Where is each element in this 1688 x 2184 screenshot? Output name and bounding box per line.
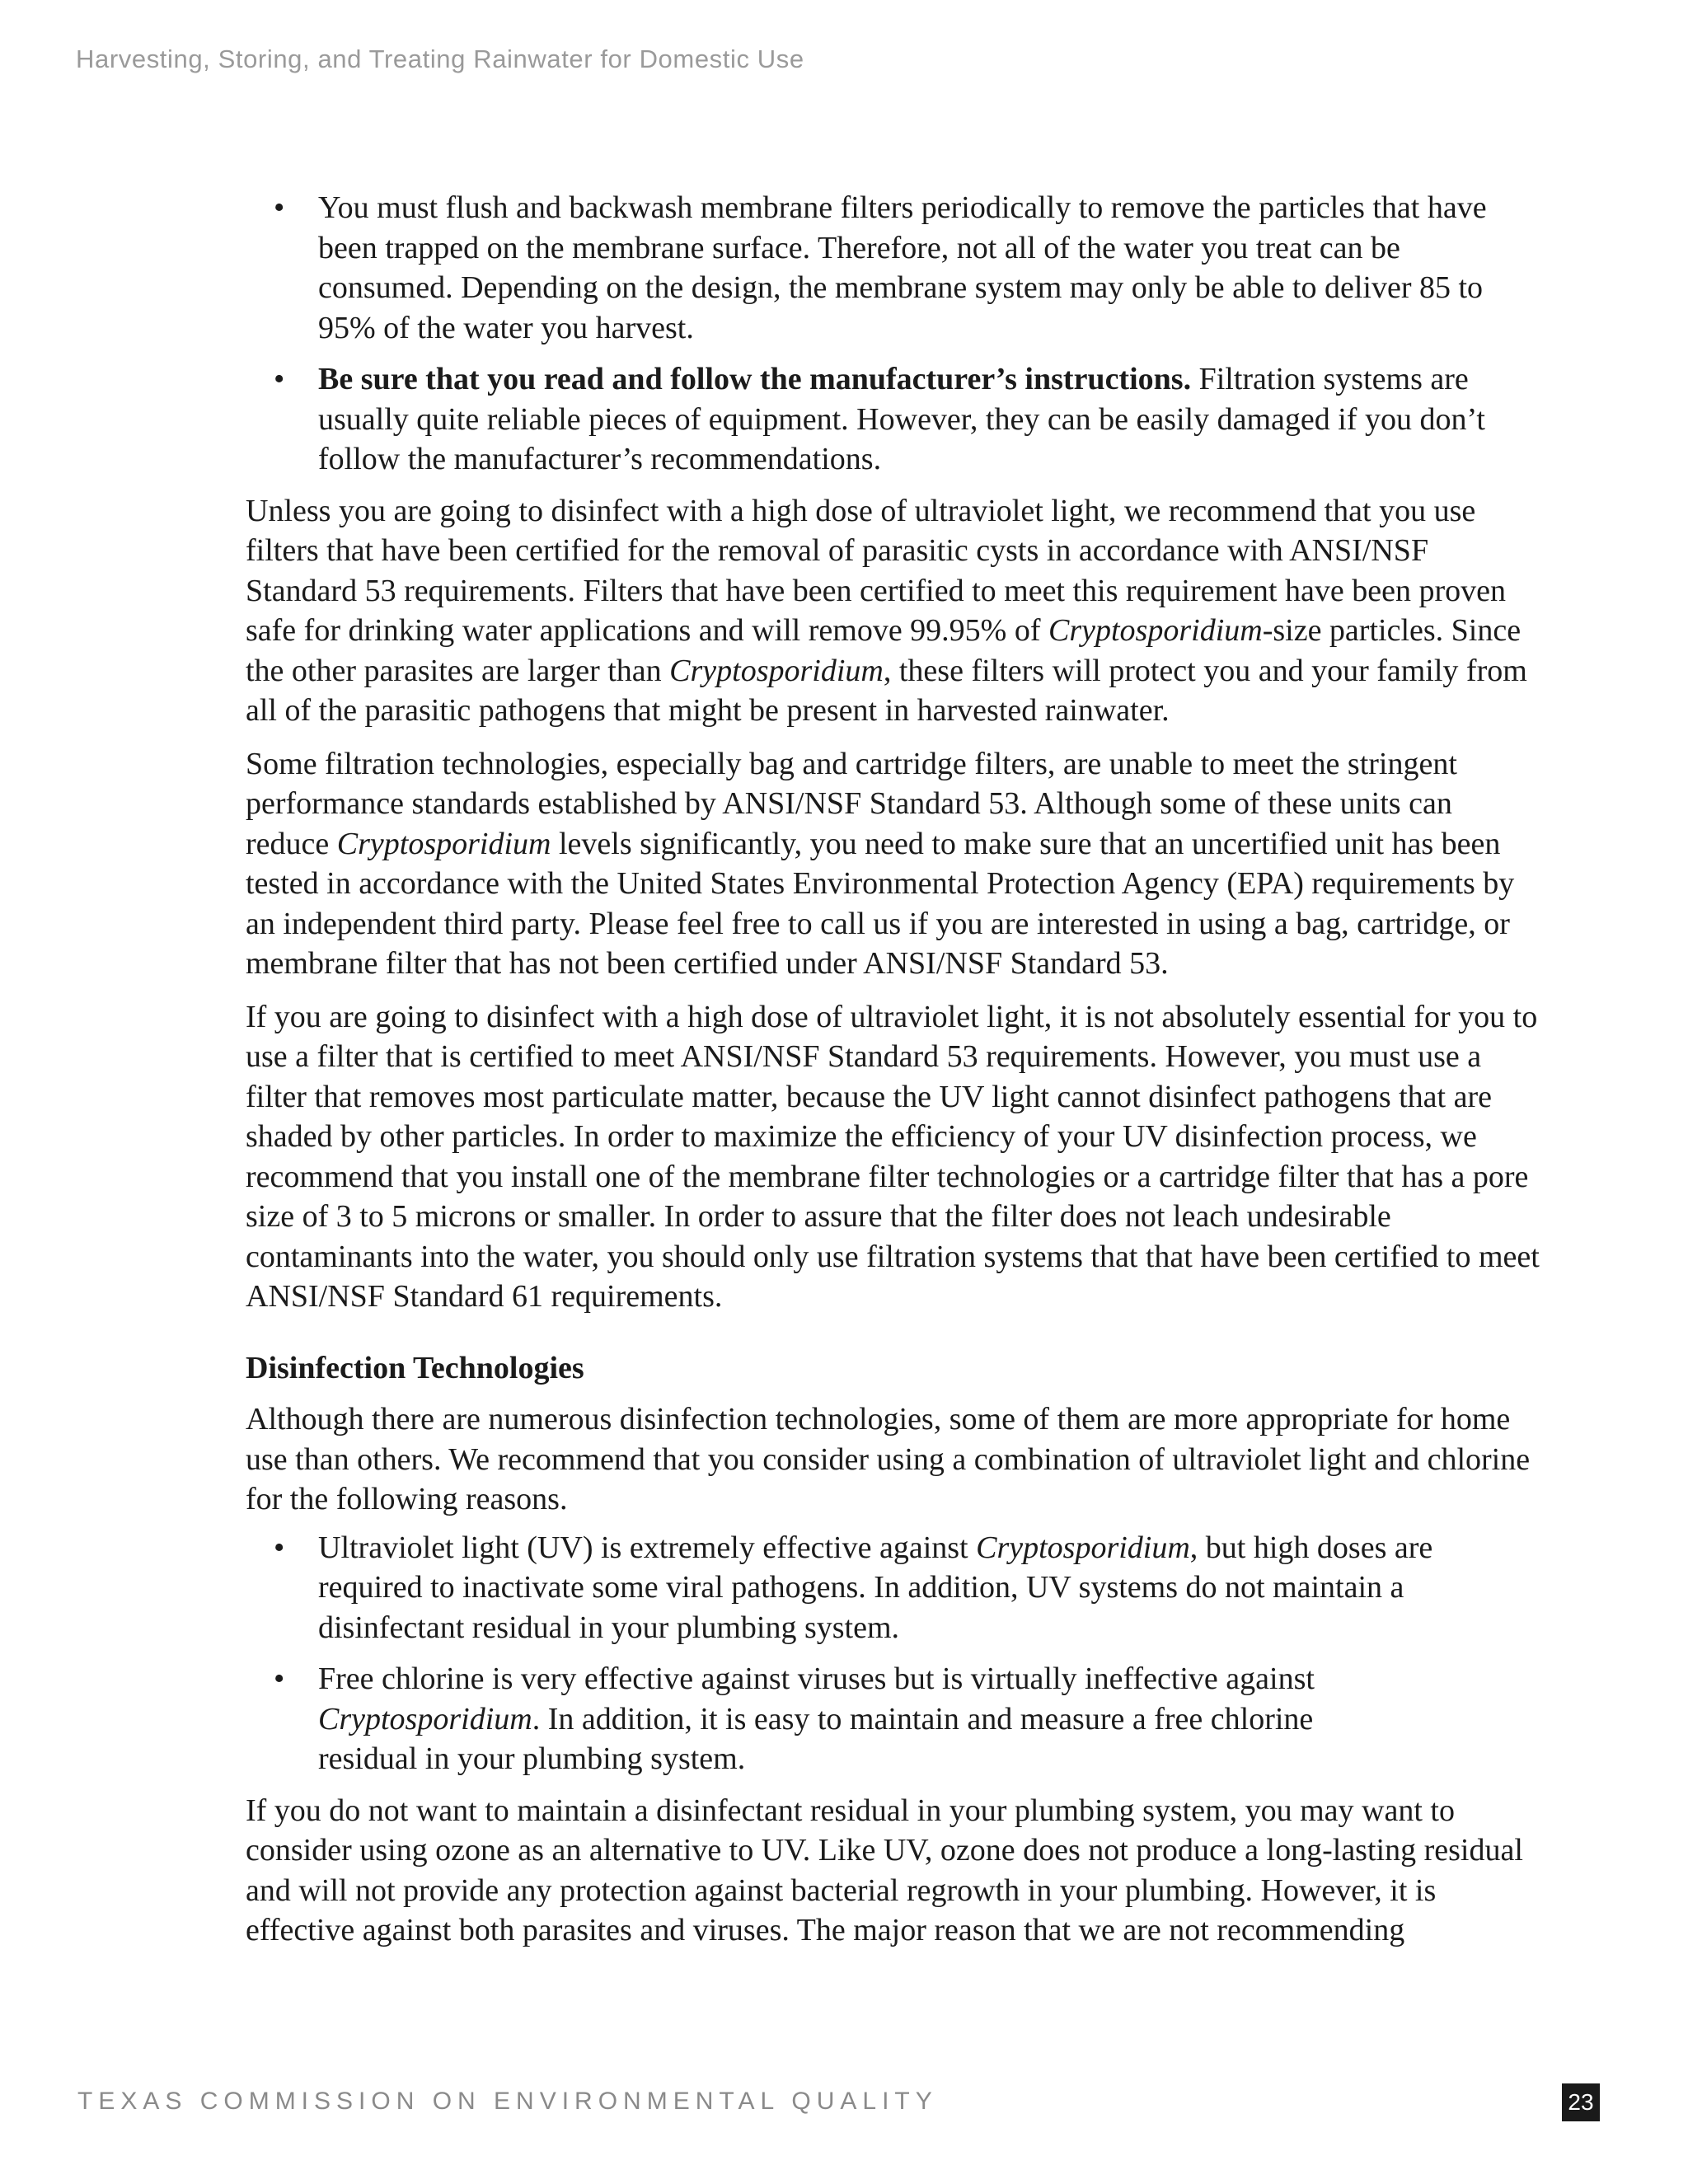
paragraph-uncertified-filters (246, 744, 1540, 984)
body-content (246, 188, 1540, 1964)
paragraph-disinfection-intro: Although there are numerous disinfection technologies, some of them are more appropriate for home use than others. We recommend that you consider using a combination of ultraviolet light and chlorine for the following reasons. (246, 1402, 1531, 1516)
text-run: levels significantly, you need to make sure that an uncertified unit has been tested in accordance with the United States Environmental Protection Agency (EPA) requirements by an independent third party. Please feel free to call us if you are interested in using a bag, cartridge, or membrane filter that has not been certified under ANSI/NSF Standard 53. (246, 826, 1515, 981)
italic-term: Cryptosporidium (318, 1701, 532, 1736)
text-run: , these filters will protect you and your family from all of the parasitic pathogens that might be present in harvested rainwater. (246, 653, 1527, 728)
paragraph-ansi-certification (246, 491, 1540, 731)
running-footer: TEXAS COMMISSION ON ENVIRONMENTAL QUALITY (77, 2088, 938, 2115)
bullet-list-disinfection (246, 1528, 1540, 1779)
text-run: Ultraviolet light (UV) is extremely effective against (318, 1530, 977, 1565)
list-item (246, 1659, 1540, 1779)
text-run: Some filtration technologies, especially bag and cartridge filters, are unable to meet the stringent performance standards established by ANSI/NSF Standard 53. Although some of these units can reduce (246, 746, 1457, 861)
italic-term: Cryptosporidium (1048, 613, 1263, 648)
text-run: . In addition, it is easy to maintain and measure a free chlorine residual in your plumbing system. (318, 1701, 1314, 1776)
section-heading: Disinfection Technologies (246, 1350, 584, 1385)
paragraph-ozone: If you do not want to maintain a disinfectant residual in your plumbing system, you may want to consider using ozone as an alternative to UV. Like UV, ozone does not produce a long-lasting residual and will not provide any protection against bacterial regrowth in your plumbing. However, it is effective against both parasites and viruses. The major reason that we are not recommending (246, 1793, 1523, 1947)
bullet-list-membrane (246, 188, 1540, 480)
italic-term: Cryptosporidium (669, 653, 884, 688)
italic-term: Cryptosporidium (976, 1530, 1190, 1565)
list-item (246, 1528, 1540, 1648)
running-header: Harvesting, Storing, and Treating Rainwater for Domestic Use (76, 45, 804, 73)
bullet-glyph: • (274, 1530, 285, 1565)
list-item-bold-lead: Be sure that you read and follow the manufacturer’s instructions. (318, 362, 1192, 396)
bullet-glyph: • (274, 1661, 285, 1696)
page-number: 23 (1562, 2083, 1600, 2121)
list-item-text: You must flush and backwash membrane filters periodically to remove the particles that have been trapped on the membrane surface. Therefore, not all of the water you treat can be consumed. Depending on the design, the membrane system may only be able to deliver 85 to 95% of the water you harvest. (318, 190, 1487, 345)
text-run: Unless you are going to disinfect with a high dose of ultraviolet light, we recommend that you use filters that have been certified for the removal of parasitic cysts in accordance with ANSI/NSF Standard 53 requirements. Filters that have been certified to meet this requirement have been proven safe for drinking water applications and will remove 99.95% of (246, 493, 1506, 648)
bullet-glyph: • (274, 190, 285, 225)
paragraph-uv-filter-requirements: If you are going to disinfect with a high dose of ultraviolet light, it is not absolutely essential for you to use a filter that is certified to meet ANSI/NSF Standard 53 requirements. However, you must use a filter that removes most particulate matter, because the UV light cannot disinfect pathogens that are shaded by other particles. In order to maximize the efficiency of your UV disinfection process, we recommend that you install one of the membrane filter technologies or a cartridge filter that has a pore size of 3 to 5 microns or smaller. In order to assure that the filter does not leach undesirable contaminants into the water, you should only use filtration systems that that have been certified to meet ANSI/NSF Standard 61 requirements. (246, 999, 1540, 1314)
list-item-text: Filtration systems are usually quite reliable pieces of equipment. However, they can be easily damaged if you don’t follow the manufacturer’s recommendations. (318, 362, 1485, 476)
text-run: Free chlorine is very effective against viruses but is virtually ineffective against (318, 1661, 1315, 1696)
text-run: -size particles. Since the other parasites are larger than (246, 613, 1522, 688)
list-item (246, 359, 1540, 480)
bullet-glyph: • (274, 362, 285, 396)
list-item (246, 188, 1540, 348)
text-run: , but high doses are required to inactivate some viral pathogens. In addition, UV systems do not maintain a disinfectant residual in your plumbing system. (318, 1530, 1433, 1645)
italic-term: Cryptosporidium (336, 826, 551, 861)
